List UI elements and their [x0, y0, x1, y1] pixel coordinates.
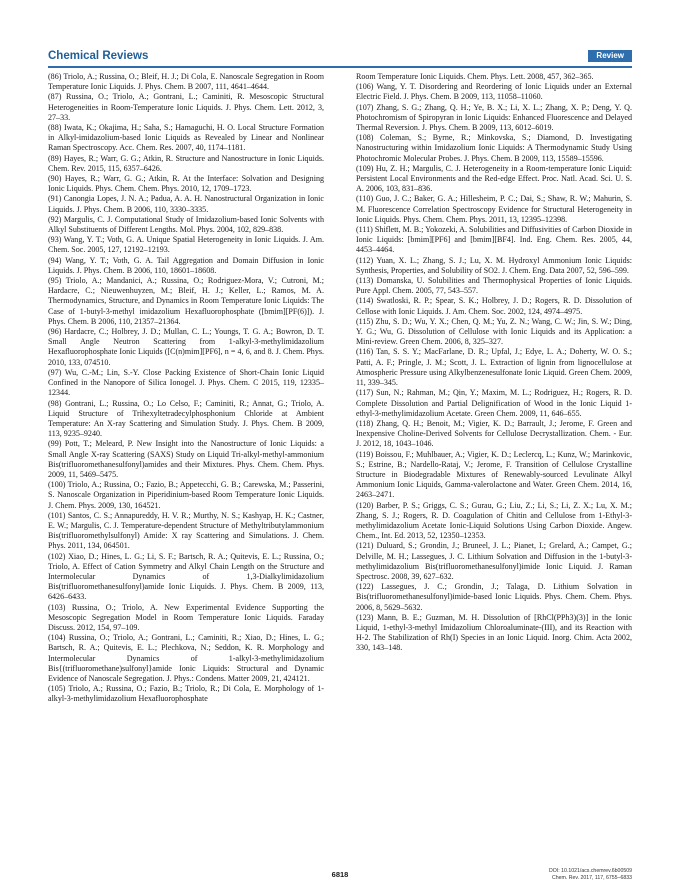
reference-entry: (111) Shiflett, M. B.; Yokozeki, A. Solubilities and Diffusivities of Carbon Dioxide in Ionic Liquids: [bmim][PF6] and [bmim][BF4]. Ind. Eng. Chem. Res. 2005, 44, 4453–4464. — [356, 225, 632, 255]
reference-entry: (108) Coleman, S.; Byrne, R.; Minkovska, S.; Diamond, D. Investigating Nanostructuring within Imidazolium Ionic Liquids: A Thermodynamic Study Using Photochromic Molecular Probes. J. Phys. Chem. B 2009, 113, 15589–15596. — [356, 133, 632, 163]
reference-entry: (121) Duluard, S.; Grondin, J.; Bruneel, J. L.; Pianet, I.; Grelard, A.; Campet, G.; Delville, M. H.; Lassegues, J. C. Lithium Solvation and Diffusion in the 1-butyl-3-methylimidazolium Bis(trifluoromethanesulfonyl)imide Ionic Liquid. J. Raman Spectrosc. 2008, 39, 627–632. — [356, 541, 632, 581]
reference-entry: (86) Triolo, A.; Russina, O.; Bleif, H. J.; Di Cola, E. Nanoscale Segregation in Room Temperature Ionic Liquids. J. Phys. Chem. B 2007, 111, 4641–4644. — [48, 72, 324, 92]
footer-citation — [549, 868, 632, 882]
reference-entry: Room Temperature Ionic Liquids. Chem. Phys. Lett. 2008, 457, 362–365. — [356, 72, 594, 81]
reference-entry: (104) Russina, O.; Triolo, A.; Gontrani, L.; Caminiti, R.; Xiao, D.; Hines, L. G.; Bartsch, R. A.; Quitevis, E. L.; Plechkova, N.; Seddon, K. R. Morphology and Intermolecular Dynamics of 1-alkyl-3-methylimidazolium Bis{(trifluoromethane)sulfonyl}amide Ionic Liquids: Structural and Dynamic Evidence of Nanoscale Segregation. J. Phys.: Condens. Matter 2009, 21, 424121. — [48, 633, 324, 683]
page-header — [48, 50, 632, 64]
reference-entry: (105) Triolo, A.; Russina, O.; Fazio, B.; Triolo, R.; Di Cola, E. Morphology of 1-alkyl-3-methylimidazolium Hexafluorophosphate — [48, 684, 324, 704]
reference-entry: (120) Barber, P. S.; Griggs, C. S.; Gurau, G.; Liu, Z.; Li, S.; Li, Z. X.; Lu, X. M.; Zhang, S. J.; Rogers, R. D. Coagulation of Chitin and Cellulose from 1-Ethyl-3-methylimidazolium Acetate Ionic-Liquid Solutions Using Carbon Dioxide. Angew. Chem., Int. Ed. 2013, 52, 12350–12353. — [356, 500, 632, 541]
header-rule — [48, 66, 632, 68]
reference-entry: (123) Mann, B. E.; Guzman, M. H. Dissolution of [RhCl(PPh3)(3)] in the Ionic Liquid, 1-ethyl-3-methyl Imidazolium Chloroaluminate-(III), and its Reaction with H-2. The Stabilization of Rh(I) Species in an Ionic Liquid. Inorg. Chim. Acta 2002, 330, 143–148. — [356, 612, 632, 653]
reference-entry: (107) Zhang, S. G.; Zhang, Q. H.; Ye, B. X.; Li, X. L.; Zhang, X. P.; Deng, Y. Q. Photochromism of Spiropyran in Ionic Liquids: Enhanced Fluorescence and Delayed Thermal Reversion. J. Phys. Chem. B 2009, 113, 6012–6019. — [356, 102, 632, 133]
reference-entry: (114) Swatloski, R. P.; Spear, S. K.; Holbrey, J. D.; Rogers, R. D. Dissolution of Cellose with Ionic Liquids. J. Am. Chem. Soc. 2002, 124, 4974–4975. — [356, 296, 632, 316]
reference-entry: (103) Russina, O.; Triolo, A. New Experimental Evidence Supporting the Mesoscopic Segregation Model in Room Temperature Ionic Liquids. Faraday Discuss. 2012, 154, 97–109. — [48, 602, 324, 632]
reference-entry: (115) Zhu, S. D.; Wu, Y. X.; Chen, Q. M.; Yu, Z. N.; Wang, C. W.; Jin, S. W.; Ding, Y. G.; Wu, G. Dissolution of Cellulose with Ionic Liquids and its Application: a Mini-review. Green Chem. 2006, 8, 325–327. — [356, 316, 632, 347]
reference-entry: (98) Gontrani, L.; Russina, O.; Lo Celso, F.; Caminiti, R.; Annat, G.; Triolo, A. Liquid Structure of Trihexyltetradecylphosphonium Chloride at Ambient Temperature: An X-ray Scattering and Simulation Study. J. Phys. Chem. B 2009, 113, 9235–9240. — [48, 398, 324, 439]
reference-entry: (119) Boissou, F.; Muhlbauer, A.; Vigier, K. D.; Leclercq, L.; Kunz, W.; Marinkovic, S.; Estrine, B.; Nardello-Rataj, V.; Jerome, F. Transition of Cellulose Crystalline Structure in Biodegradable Mixtures of Renewably-sourced Levulinate Alkyl Ammonium Ionic Liquids, Gamma-valerolactone and Water. Green Chem. 2014, 16, 2463–2471. — [356, 449, 632, 500]
reference-entry: (113) Domanska, U. Solubilities and Thermophysical Properties of Ionic Liquids. Pure Appl. Chem. 2005, 77, 543–557. — [356, 276, 632, 296]
references-right-column — [356, 72, 632, 654]
reference-entry: (117) Sun, N.; Rahman, M.; Qin, Y.; Maxim, M. L.; Rodriguez, H.; Rogers, R. D. Complete Dissolution and Partial Delignification of Wood in the Ionic Liquid 1-ethyl-3-methylimidazolium Acetate. Green Chem. 2009, 11, 646–655. — [356, 388, 632, 418]
reference-entry: (91) Canongia Lopes, J. N. A.; Padua, A. A. H. Nanostructural Organization in Ionic Liquids. J. Phys. Chem. B 2006, 110, 3330–3335. — [48, 194, 324, 214]
journal-title: Chemical Reviews — [48, 50, 149, 62]
reference-entry: (87) Russina, O.; Triolo, A.; Gontrani, L.; Caminiti, R. Mesoscopic Structural Heterogeneities in Room-Temperature Ionic Liquids. J. Phys. Chem. Lett. 2012, 3, 27–33. — [48, 92, 324, 122]
reference-entry: (106) Wang, Y. T. Disordering and Reordering of Ionic Liquids under an External Electric Field. J. Phys. Chem. B 2009, 113, 11058–11060. — [356, 82, 632, 102]
reference-entry: (90) Hayes, R.; Warr, G. G.; Atkin, R. At the Interface: Solvation and Designing Ionic Liquids. Phys. Chem. Chem. Phys. 2010, 12, 1709–1723. — [48, 174, 324, 194]
reference-entry: (99) Pott, T.; Meleard, P. New Insight into the Nanostructure of Ionic Liquids: a Small Angle X-ray Scattering (SAXS) Study on Liquid Tri-alkyl-methyl-ammonium Bis(trifluoromethanesulfonyl)amides and their Mixtures. Phys. Chem. Chem. Phys. 2009, 11, 5469–5475. — [48, 439, 324, 479]
reference-entry: (101) Santos, C. S.; Annapureddy, H. V. R.; Murthy, N. S.; Kashyap, H. K.; Castner, E. W.; Margulis, C. J. Temperature-dependent Structure of Methyltributylammonium Bis(trifluoromethylsulfonyl) Amide: X ray Scattering and Simulations. J. Chem. Phys. 2011, 134, 064501. — [48, 510, 324, 551]
reference-entry: (97) Wu, C.-M.; Lin, S.-Y. Close Packing Existence of Short-Chain Ionic Liquid Confined in the Nanopore of Silica Ionogel. J. Phys. Chem. C 2015, 119, 12335–12344. — [48, 367, 324, 398]
reference-entry: (110) Guo, J. C.; Baker, G. A.; Hillesheim, P. C.; Dai, S.; Shaw, R. W.; Mahurin, S. M. Fluorescence Correlation Spectroscopy Evidence for Structural Heterogeneity in Ionic Liquids. Phys. Chem. Chem. Phys. 2011, 13, 12395–12398. — [356, 194, 632, 224]
reference-entry: (88) Iwata, K.; Okajima, H.; Saha, S.; Hamaguchi, H. O. Local Structure Formation in Alkyl-imidazolium-based Ionic Liquids as Revealed by Linear and Nonlinear Raman Spectroscopy. Acc. Chem. Res. 2007, 40, 1174–1181. — [48, 123, 324, 153]
reference-entry: (94) Wang, Y. T.; Voth, G. A. Tail Aggregation and Domain Diffusion in Ionic Liquids. J. Phys. Chem. B 2006, 110, 18601–18608. — [48, 255, 324, 275]
doi-link[interactable]: DOI: 10.1021/acs.chemrev.6b00509 — [549, 868, 632, 874]
reference-entry: (109) Hu, Z. H.; Margulis, C. J. Heterogeneity in a Room-temperature Ionic Liquid: Persistent Local Environments and the Red-edge Effect. Proc. Natl. Acad. Sci. U. S. A. 2006, 103, 831–836. — [356, 163, 632, 194]
page-number: 6818 — [331, 870, 349, 879]
reference-entry: (122) Lassegues, J. C.; Grondin, J.; Talaga, D. Lithium Solvation in Bis(trifluoromethanesulfonyl)imide-based Ionic Liquids. Phys. Chem. Chem. Phys. 2006, 8, 5629–5632. — [356, 582, 632, 612]
reference-entry: (93) Wang, Y. T.; Voth, G. A. Unique Spatial Heterogeneity in Ionic Liquids. J. Am. Chem. Soc. 2005, 127, 12192–12193. — [48, 235, 324, 255]
reference-entry: (102) Xiao, D.; Hines, L. G.; Li, S. F.; Bartsch, R. A.; Quitevis, E. L.; Russina, O.; Triolo, A. Effect of Cation Symmetry and Alkyl Chain Length on the Structure and Intermolecular Dynamics of 1,3-Dialkylimidazolium Bis(trifluoromethanesulfonyl)amide Ionic Liquids. J. Phys. Chem. B 2009, 113, 6426–6433. — [48, 551, 324, 602]
reference-entry: (100) Triolo, A.; Russina, O.; Fazio, B.; Appetecchi, G. B.; Carewska, M.; Passerini, S. Nanoscale Organization in Piperidinium-based Room Temperature Ionic Liquids. J. Chem. Phys. 2009, 130, 164521. — [48, 480, 324, 510]
reference-entry: (92) Margulis, C. J. Computational Study of Imidazolium-based Ionic Solvents with Alkyl Substituents of Different Lengths. Mol. Phys. 2004, 102, 829–838. — [48, 214, 324, 235]
reference-entry: (112) Yuan, X. L.; Zhang, S. J.; Lu, X. M. Hydroxyl Ammonium Ionic Liquids: Synthesis, Properties, and Solubility of SO2. J. Chem. Eng. Data 2007, 52, 596–599. — [356, 255, 632, 275]
references-left-column — [48, 72, 324, 705]
reference-entry: (116) Tan, S. S. Y.; MacFarlane, D. R.; Upfal, J.; Edye, L. A.; Doherty, W. O. S.; Patti, A. F.; Pringle, J. M.; Scott, J. L. Extraction of lignin from lignocellulose at Atmospheric Pressure using Alkylbenzenesulfonate Ionic Liquid. Green Chem. 2009, 11, 339–345. — [356, 347, 632, 388]
reference-entry: (89) Hayes, R.; Warr, G. G.; Atkin, R. Structure and Nanostructure in Ionic Liquids. Chem. Rev. 2015, 115, 6357–6426. — [48, 153, 324, 173]
journal-citation: Chem. Rev. 2017, 117, 6755–6833 — [552, 875, 632, 881]
reference-entry: (118) Zhang, Q. H.; Benoit, M.; Vigier, K. D.; Barrault, J.; Jerome, F. Green and Inexpensive Choline-Derived Solvents for Cellulose Decrystallization. Chem. - Eur. J. 2012, 18, 1043–1046. — [356, 418, 632, 449]
reference-entry: (95) Triolo, A.; Mandanici, A.; Russina, O.; Rodriguez-Mora, V.; Cutroni, M.; Hardacre, C.; Nieuwenhuyzen, M.; Bleif, H. J.; Keller, L.; Ramos, M. A. Thermodynamics, Structure, and Dynamics in Room Temperature Ionic Liquids: The Case of 1-butyl-3-methyl imidazolium Hexafluorophosphate ([bmim][PF(6)]). J. Phys. Chem. B 2006, 110, 21357–21364. — [48, 276, 324, 326]
reference-entry: (96) Hardacre, C.; Holbrey, J. D.; Mullan, C. L.; Youngs, T. G. A.; Bowron, D. T. Small Angle Neutron Scattering from 1-alkyl-3-methylimidazolium Hexafluorophosphate Ionic Liquids ([C(n)mim][PF6], n = 4, 6, and 8. J. Chem. Phys. 2010, 133, 074510. — [48, 327, 324, 367]
section-badge: Review — [588, 50, 632, 62]
